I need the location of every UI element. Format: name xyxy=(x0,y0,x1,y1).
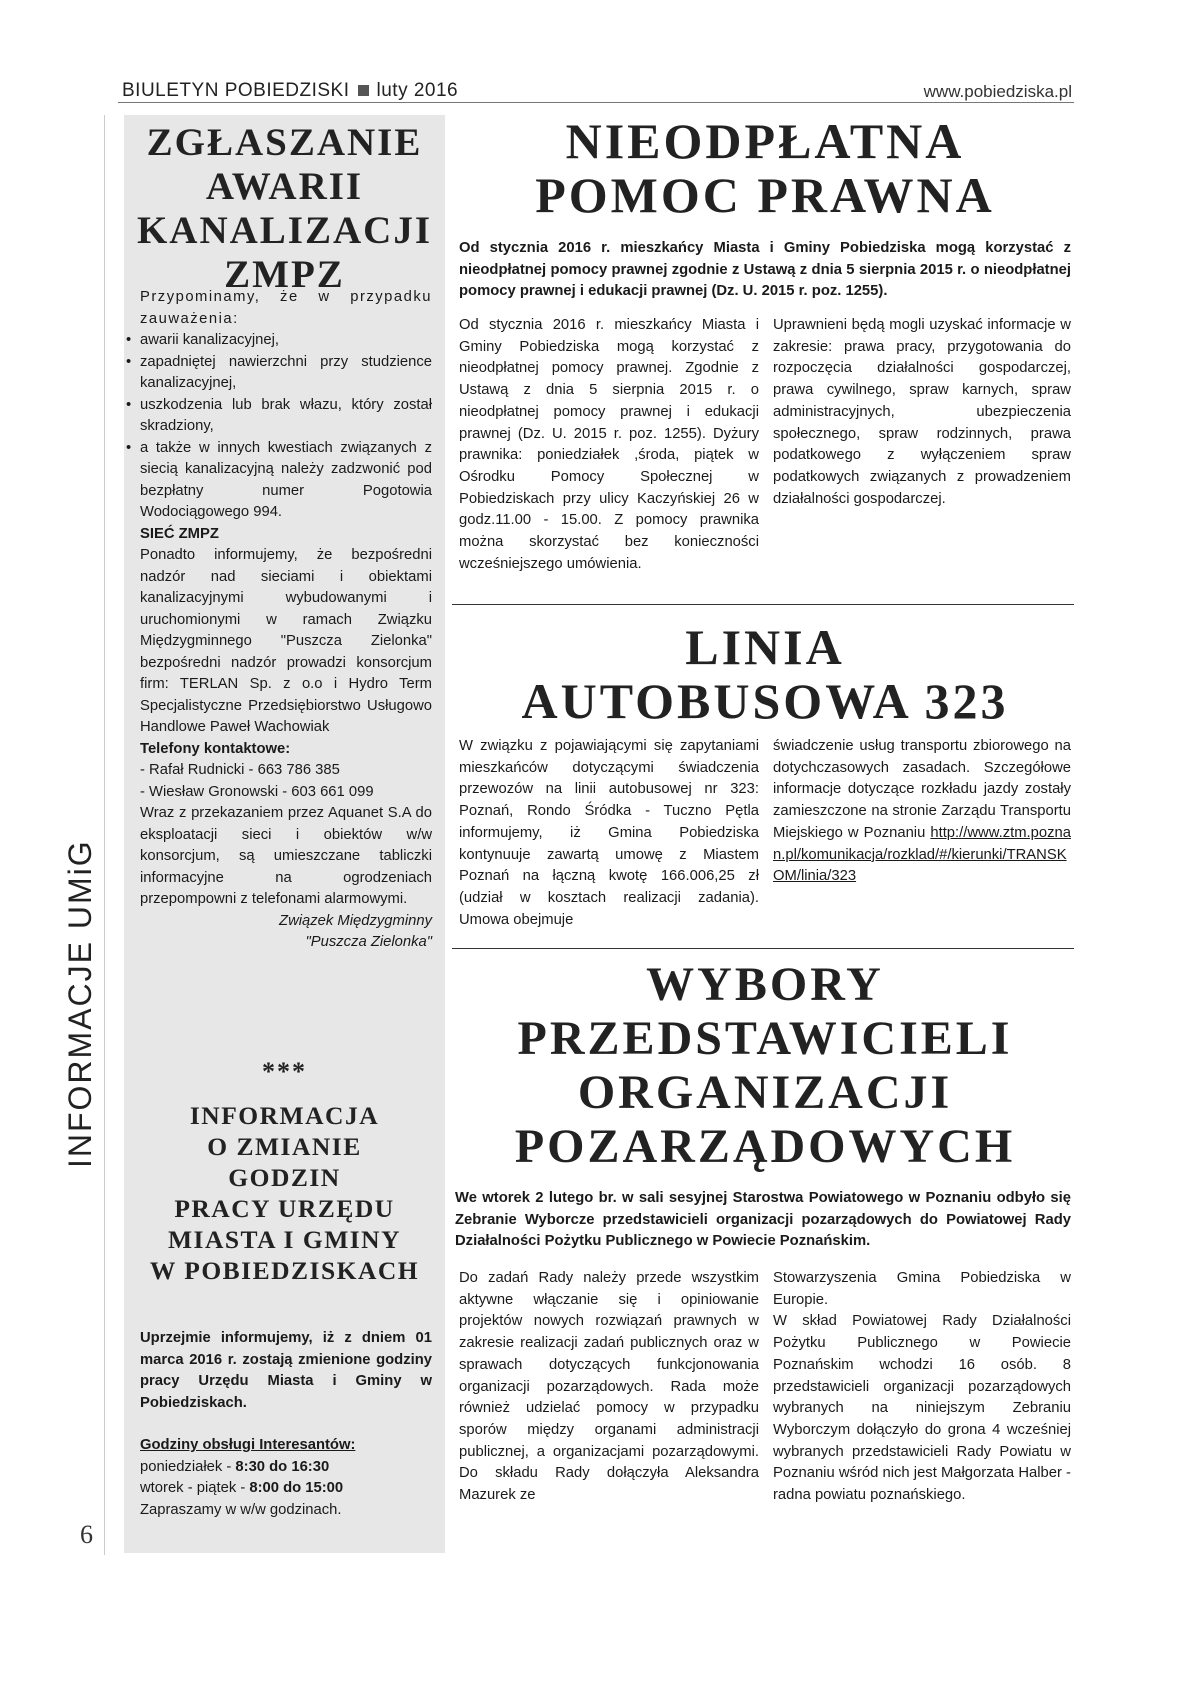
title-line: ZGŁASZANIE xyxy=(146,121,423,164)
phone-line: - Wiesław Gronowski - 603 661 099 xyxy=(140,783,374,800)
bus-line-text: świadczenie usług transportu zbiorowego na dotychczasowych zasadach. Szczegółowe informacje dotyczące rozkładu jazdy zostały zamieszczone na stronie Zarządu Transportu Miejskiego w Poznaniu xyxy=(773,738,1071,841)
title-line: GODZIN xyxy=(228,1163,341,1192)
hours-heading: Godziny obsługi Interesantów: xyxy=(140,1437,356,1453)
title-line: O ZMIANIE xyxy=(207,1132,362,1161)
list-item: • zapadniętej nawierzchni przy studzience kanalizacyjnej, xyxy=(128,352,432,395)
list-item: • uszkodzenia lub brak włazu, który został skradziony, xyxy=(128,395,432,438)
phone-line: - Rafał Rudnicki - 663 786 385 xyxy=(140,762,340,778)
phones-heading: Telefony kontaktowe: xyxy=(140,740,291,757)
title-line: W POBIEDZISKACH xyxy=(149,1256,420,1285)
title-line: PRZEDSTAWICIELI xyxy=(517,1012,1013,1065)
bulletin-issue: luty 2016 xyxy=(376,80,459,101)
title-line: LINIA xyxy=(685,619,845,675)
title-line: NIEODPŁATNA xyxy=(565,113,965,169)
title-line: MIASTA I GMINY xyxy=(167,1225,402,1254)
hours-change-title xyxy=(124,1100,445,1286)
section-separator: *** xyxy=(262,1057,307,1086)
hours-day-label: wtorek - piątek - xyxy=(140,1480,250,1496)
elections-column-2 xyxy=(773,1268,1071,1507)
hours-time-value: 8:30 do 16:30 xyxy=(235,1458,330,1475)
bulletin-header xyxy=(122,80,458,102)
title-line: POZARZĄDOWYCH xyxy=(514,1120,1016,1173)
elections-title xyxy=(455,958,1075,1174)
website-url[interactable]: www.pobiedziska.pl xyxy=(923,82,1072,101)
network-heading: SIEĆ ZMPZ xyxy=(140,525,219,542)
title-line: AWARII xyxy=(205,165,364,208)
aquanet-text: Wraz z przekazaniem przez Aquanet S.A do eksploatacji sieci i obiektów w/w konsorcjum, są umieszczane tabliczki informacyjne na ogrodzeniach przepompowni z telefonami alarmowymi. xyxy=(140,805,432,907)
network-text: Ponadto informujemy, że bezpośredni nadzór nad sieciami i obiektami kanalizacyjnymi wybudowanymi i uruchomionymi w ramach Związku Międzygminnego "Puszcza Zielonka" bezpośredni nadzór prowadzi konsorcjum firm: TERLAN Sp. z o.o i Hydro Term Specjalistyczne Przedsiębiorstwo Usługowo Handlowe Paweł Wachowiak xyxy=(140,547,432,735)
title-line: ZMPZ xyxy=(224,253,345,296)
ztm-schedule-link[interactable]: http://www.ztm.poznan.pl/komunikacja/rozklad/#/kierunki/TRANSKOM/linia/323 xyxy=(773,824,1071,885)
sewer-notice-title xyxy=(124,121,445,297)
signature-line: "Puszcza Zielonka" xyxy=(305,934,432,950)
hours-outro: Zapraszamy w w/w godzinach. xyxy=(140,1501,342,1518)
sewer-intro: Przypominamy, że w przypadku zauważenia: xyxy=(140,289,432,327)
sewer-bullet-list xyxy=(128,330,432,524)
side-divider xyxy=(104,115,105,1555)
elections-column-1: Do zadań Rady należy przede wszystkim aktywne włączanie się i opiniowanie projektów nowych rozwiązań prawnych w zakresie realizacji zadań publicznych oraz w sprawach dotyczących funkcjonowania organizacji pozarządowych. Rada może również udzielać pomocy w przypadku sporów między organami administracji publicznej, a organizacjami pozarządowymi. Do składu Rady dołączyła Aleksandra Mazurek ze xyxy=(459,1270,759,1504)
title-line: KANALIZACJI xyxy=(136,209,433,252)
hours-body xyxy=(140,1328,432,1521)
bus-line-column-2 xyxy=(773,736,1071,888)
bus-line-column-1: W związku z pojawiającymi się zapytaniami mieszkańców dotyczącymi świadczenia przewozów na linii autobusowej nr 323: Poznań, Rondo Śródka - Tuczno Pętla informujemy, iż Gmina Pobiedziska kontynuuje zawartą umowę z Miastem Poznań na łączną kwotę 166.006,25 zł (udział w kosztach realizacji zadania). Umowa obejmuje xyxy=(459,738,759,928)
hours-row xyxy=(140,1478,432,1500)
legal-aid-lead: Od stycznia 2016 r. mieszkańcy Miasta i Gminy Pobiedziska mogą korzystać z nieodpłatnej pomocy prawnej zgodnie z Ustawą z dnia 5 sierpnia 2015 r. o nieodpłatnej pomocy prawnej i edukacji prawnej (Dz. U. 2015 r. poz. 1255). xyxy=(459,240,1071,299)
section-divider xyxy=(452,604,1074,605)
hours-intro: Uprzejmie informujemy, iż z dniem 01 marca 2016 r. zostają zmienione godziny pracy Urzędu Miasta i Gminy w Pobiedziskach. xyxy=(140,1330,432,1411)
hours-time-value: 8:00 do 15:00 xyxy=(249,1480,344,1496)
legal-aid-column-2: Uprawnieni będą mogli uzyskać informacje w zakresie: prawa pracy, przygotowania do rozpoczęcia działalności gospodarczej, prawa cywilnego, spraw karnych, spraw administracyjnych, ubezpieczenia społecznego, spraw rodzinnych, prawa podatkowego z wyłączeniem spraw podatkowych związanych z prowadzeniem działalności gospodarczej. xyxy=(773,317,1071,507)
hours-day-label: poniedziałek - xyxy=(140,1458,236,1475)
section-side-label: INFORMACJE UMiG xyxy=(62,839,98,1168)
title-line: WYBORY xyxy=(646,958,884,1011)
list-item: • awarii kanalizacyjnej, xyxy=(128,330,432,352)
square-separator-icon xyxy=(358,85,369,96)
title-line: AUTOBUSOWA 323 xyxy=(521,673,1009,729)
signature-line: Związek Międzygminny xyxy=(279,912,432,929)
bulletin-name: BIULETYN POBIEDZISKI xyxy=(122,80,350,101)
bus-line-title xyxy=(455,620,1075,728)
title-line: POMOC PRAWNA xyxy=(535,167,995,223)
elections-paragraph: W skład Powiatowej Rady Działalności Pożytku Publicznego w Powiecie Poznańskim wchodzi 16 osób. 8 przedstawicieli organizacji pozarządowych wybranych na niniejszym Zebraniu Wyborczym dołączyło do grona 4 wcześniej wybranych przedstawicieli Rady Powiatu w Poznaniu wśród nich jest Małgorzata Halber - radna powiatu poznańskiego. xyxy=(773,1313,1071,1504)
hours-row xyxy=(140,1457,432,1479)
title-line: INFORMACJA xyxy=(189,1101,380,1130)
title-line: PRACY URZĘDU xyxy=(174,1194,395,1223)
page-number: 6 xyxy=(80,1520,93,1549)
legal-aid-title xyxy=(455,114,1075,222)
elections-lead: We wtorek 2 lutego br. w sali sesyjnej Starostwa Powiatowego w Poznaniu odbyło się Zebranie Wyborcze przedstawicieli organizacji pozarządowych do Powiatowej Rady Działalności Pożytku Publicznego w Powiecie Poznańskim. xyxy=(455,1190,1071,1249)
sewer-notice-body xyxy=(140,287,432,954)
legal-aid-column-1: Od stycznia 2016 r. mieszkańcy Miasta i Gminy Pobiedziska mogą korzystać z nieodpłatnej pomocy prawnej. Zgodnie z Ustawą z dnia 5 sierpnia 2015 r. o nieodpłatnej pomocy prawnej i edukacji prawnej (Dz. U. 2015 r. poz. 1255). Dyżury prawnika: poniedziałek ,środa, piątek w Ośrodku Pomocy Społecznej w Pobiedziskach przy ulicy Kaczyńskiej 26 w godz.11.00 - 15.00. Z pomocy prawnika można skorzystać bez konieczności wcześniejszego umówienia. xyxy=(459,317,759,572)
title-line: ORGANIZACJI xyxy=(577,1066,953,1119)
sewer-notice-panel xyxy=(124,115,445,1553)
elections-paragraph: Stowarzyszenia Gmina Pobiedziska w Europie. xyxy=(773,1270,1071,1308)
list-item: • a także w innych kwestiach związanych z siecią kanalizacyjną należy zadzwonić pod bezpłatny numer Pogotowia Wodociągowego 994. xyxy=(128,438,432,524)
section-divider xyxy=(452,948,1074,949)
header-divider xyxy=(118,102,1074,103)
